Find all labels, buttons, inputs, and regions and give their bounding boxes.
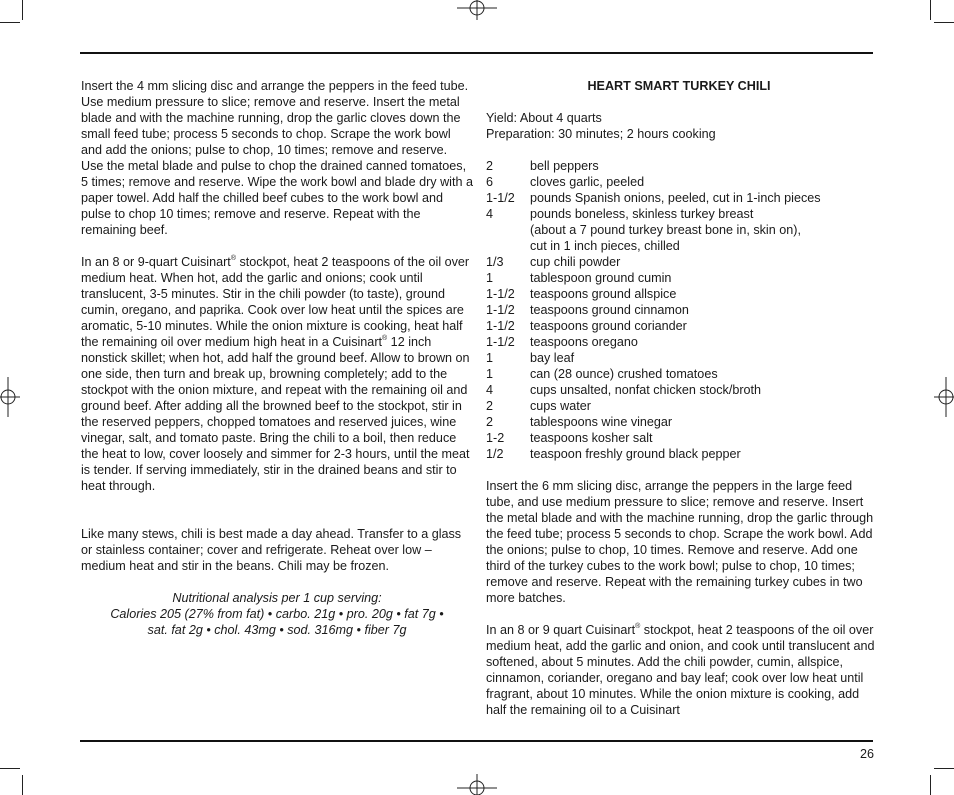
registered-mark: ®	[230, 255, 236, 262]
recipe-preparation: Preparation: 30 minutes; 2 hours cooking	[486, 127, 716, 141]
ingredient-text: pounds boneless, skinless turkey breast	[530, 207, 754, 221]
ingredient-quantity: 1-2	[486, 431, 505, 445]
ingredient-quantity	[486, 222, 530, 238]
ingredient-quantity: 1-1/2	[486, 287, 515, 301]
ingredient-quantity: 1	[486, 271, 494, 285]
nutrition-line-1: Calories 205 (27% from fat) • carbo. 21g • pro. 20g • fat 7g •	[110, 607, 444, 621]
left-column	[81, 78, 473, 638]
crop-mark	[930, 775, 931, 795]
nutrition-line-2: sat. fat 2g • chol. 43mg • sod. 316mg • fiber 7g	[147, 623, 407, 637]
crop-mark	[934, 768, 954, 769]
ingredient-text: cups water	[530, 399, 591, 413]
ingredient-quantity	[486, 238, 530, 254]
right-column	[486, 78, 878, 718]
crop-mark	[0, 22, 20, 23]
ingredient-quantity: 1/3	[486, 255, 504, 269]
ingredient-row	[486, 302, 878, 318]
ingredient-row	[486, 430, 878, 446]
crop-mark	[22, 775, 23, 795]
left-paragraph-2	[81, 254, 473, 494]
nutrition-heading: Nutritional analysis per 1 cup serving:	[172, 591, 382, 605]
crop-mark	[0, 768, 20, 769]
top-rule	[80, 52, 873, 54]
recipe-title: HEART SMART TURKEY CHILI	[587, 79, 771, 93]
ingredient-row	[486, 382, 878, 398]
ingredient-row	[486, 238, 878, 254]
ingredient-row	[486, 222, 878, 238]
ingredient-text: cup chili powder	[530, 255, 621, 269]
ingredient-row	[486, 334, 878, 350]
ingredient-text: teaspoons ground coriander	[530, 319, 687, 333]
ingredient-text: tablespoons wine vinegar	[530, 415, 673, 429]
ingredient-text: cut in 1 inch pieces, chilled	[530, 239, 680, 253]
ingredient-text: teaspoons ground allspice	[530, 287, 677, 301]
registration-mark-right	[932, 377, 954, 417]
ingredient-row	[486, 414, 878, 430]
right-paragraph-1: Insert the 6 mm slicing disc, arrange the peppers in the large feed tube, and use medium pressure to slice; remove and reserve. Insert the metal blade and with the machine running, drop the garlic through the feed tube; process 5 seconds to chop. Scrape the work bowl. Add the onions; pulse to chop, 10 times. Remove and reserve. Add one third of the turkey cubes to the work bowl; pulse to chop, 10 times; remove and reserve. Repeat with the remaining turkey cubes in two more batches.	[486, 479, 874, 605]
ingredient-text: bell peppers	[530, 159, 599, 173]
ingredient-text: pounds Spanish onions, peeled, cut in 1-inch pieces	[530, 191, 821, 205]
ingredient-quantity: 4	[486, 383, 494, 397]
crop-mark	[22, 0, 23, 20]
ingredient-quantity: 1-1/2	[486, 303, 515, 317]
text-segment: stockpot, heat 2 teaspoons of the oil over medium heat. When hot, add the garlic and onions; cook until translucent, 3-5 minutes. Stir in the chili powder (to taste), ground cumin, oregano, and paprika. Cook over low heat until the spices are aromatic, 5-10 minutes. While the onion mixture is cooking, heat half the remaining oil over medium high heat in a Cuisinart	[81, 255, 470, 349]
registration-mark-bottom	[457, 774, 497, 795]
ingredient-quantity: 1	[486, 367, 494, 381]
left-paragraph-3: Like many stews, chili is best made a day ahead. Transfer to a glass or stainless container; cover and refrigerate. Reheat over low – medium heat and stir in the beans. Chili may be frozen.	[81, 527, 462, 573]
bottom-rule	[80, 740, 873, 742]
ingredient-row	[486, 286, 878, 302]
ingredient-row	[486, 398, 878, 414]
ingredient-text: tablespoon ground cumin	[530, 271, 672, 285]
ingredient-text: teaspoon freshly ground black pepper	[530, 447, 741, 461]
crop-mark	[934, 22, 954, 23]
text-segment: In an 8 or 9-quart Cuisinart	[81, 255, 231, 269]
ingredient-row	[486, 446, 878, 462]
text-segment: 12 inch nonstick skillet; when hot, add half the ground beef. Allow to brown on one side, then turn and break up, browning completely; add to the stockpot with the onion mixture, and repeat with the remaining oil and ground beef. After adding all the browned beef to the stockpot, stir in the reserved peppers, chopped tomatoes and reserved juices, wine vinegar, salt, and tomato paste. Bring the chili to a boil, then reduce the heat to low, cover loosely and simmer for 2-3 hours, until the meat is tender. If serving immediately, stir in the drained beans and stir to heat through.	[81, 335, 470, 493]
ingredient-row	[486, 190, 878, 206]
ingredient-text: can (28 ounce) crushed tomatoes	[530, 367, 718, 381]
ingredient-row	[486, 158, 878, 174]
ingredient-text: bay leaf	[530, 351, 575, 365]
left-paragraph-1: Insert the 4 mm slicing disc and arrange the peppers in the feed tube. Use medium pressure to slice; remove and reserve. Insert the metal blade and with the machine running, drop the garlic cloves down the small feed tube; process 5 seconds to chop. Scrape the work bowl and add the onions; pulse to chop, 10 times; remove and reserve. Use the metal blade and pulse to chop the drained canned tomatoes, 5 times; remove and reserve. Wipe the work bowl and blade dry with a paper towel. Add half the chilled beef cubes to the work bowl and pulse to chop 10 times; remove and reserve. Repeat with the remaining beef.	[81, 79, 473, 237]
registration-mark-top	[457, 0, 497, 22]
ingredient-text: teaspoons oregano	[530, 335, 638, 349]
ingredient-row	[486, 318, 878, 334]
registration-mark-left	[0, 377, 22, 417]
text-segment: In an 8 or 9 quart Cuisinart	[486, 623, 636, 637]
registered-mark: ®	[382, 335, 388, 342]
ingredient-quantity: 2	[486, 415, 494, 429]
ingredient-row	[486, 174, 878, 190]
ingredient-quantity: 2	[486, 399, 494, 413]
ingredient-quantity: 1	[486, 351, 494, 365]
ingredient-text: cups unsalted, nonfat chicken stock/broth	[530, 383, 762, 397]
text-segment: stockpot, heat 2 teaspoons of the oil over medium heat, add the garlic and onion, and cook until translucent and softened, about 5 minutes. Add the chili powder, cumin, allspice, cinnamon, coriander, oregano and bay leaf; cook over low heat until fragrant, about 10 minutes. While the onion mixture is cooking, add half the remaining oil to a Cuisinart	[486, 623, 875, 717]
ingredient-row	[486, 366, 878, 382]
ingredient-quantity: 1-1/2	[486, 319, 515, 333]
ingredient-text: (about a 7 pound turkey breast bone in, skin on),	[530, 223, 801, 237]
ingredient-quantity: 1-1/2	[486, 335, 515, 349]
ingredient-row	[486, 206, 878, 222]
registered-mark: ®	[635, 623, 641, 630]
ingredient-row	[486, 270, 878, 286]
ingredient-text: teaspoons kosher salt	[530, 431, 653, 445]
page-number: 26	[859, 747, 874, 761]
right-paragraph-2	[486, 622, 878, 718]
ingredient-text: cloves garlic, peeled	[530, 175, 645, 189]
ingredient-quantity: 1-1/2	[486, 191, 515, 205]
ingredient-list	[486, 158, 878, 462]
ingredient-quantity: 4	[486, 207, 494, 221]
ingredient-row	[486, 350, 878, 366]
ingredient-row	[486, 254, 878, 270]
ingredient-quantity: 6	[486, 175, 494, 189]
recipe-yield: Yield: About 4 quarts	[486, 111, 602, 125]
ingredient-quantity: 1/2	[486, 447, 504, 461]
ingredient-quantity: 2	[486, 159, 494, 173]
ingredient-text: teaspoons ground cinnamon	[530, 303, 689, 317]
crop-mark	[930, 0, 931, 20]
